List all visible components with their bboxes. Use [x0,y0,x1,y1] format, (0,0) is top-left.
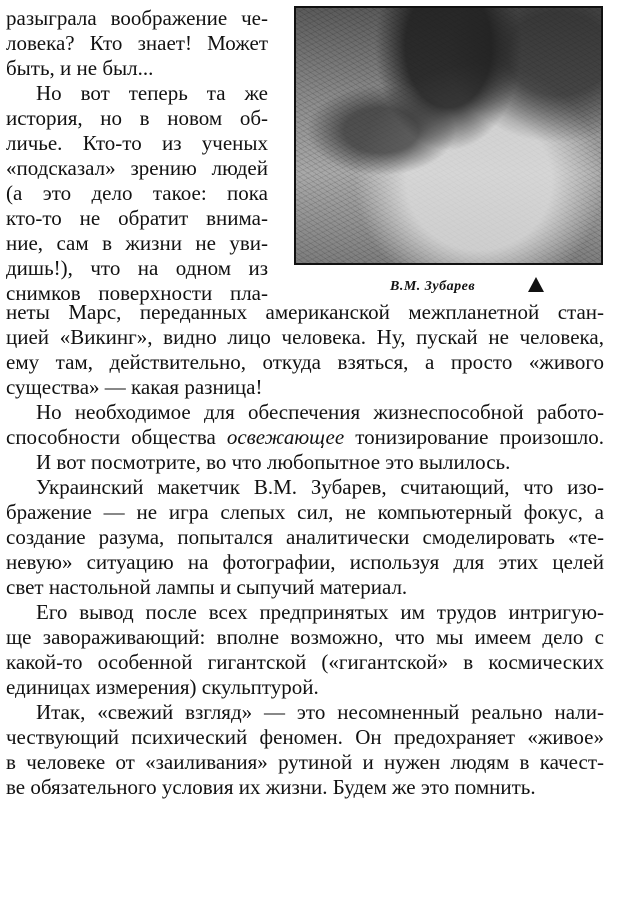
text-line: (а это дело такое: пока [6,181,268,205]
text-line: И вот посмотрите, во что любопытное это вылилось. [36,450,511,474]
text-line: Но необходимое для обеспечения жизнеспособной работо- [36,400,604,424]
text-line: свет настольной лампы и сыпучий материал. [6,575,408,599]
caption-row [294,273,607,301]
text-line: ему там, действительно, откуда взяться, а просто «живого [6,350,604,374]
text-line: Украинский макетчик В.М. Зубарев, считающий, что изо- [36,475,604,499]
emphasized-word: освежающее [226,425,345,449]
text-line: Итак, «свежий взгляд» — это несомненный реально нали- [36,700,604,724]
text-line: разыграла воображение че- [6,6,268,30]
text-line: создание разума, попытался аналитически смоделировать «те- [6,525,604,549]
photo-figure [294,6,607,296]
text-line: существа» — какая разница! [6,375,263,399]
text-line: какой-то особенной гигантской («гигантской» в космических [6,650,604,674]
text-fragment: способности общества [6,425,216,449]
photo-of-model-maker [294,6,603,265]
text-line: невую» ситуацию на фотографии, используя для этих целей [6,550,604,574]
text-line: в человеке от «заиливания» рутиной и нужен людям в качест- [6,750,604,774]
text-line: снимков поверхности пла- [6,281,268,305]
text-line: чествующий психический феномен. Он предохраняет «живое» [6,725,604,749]
text-line: Но вот теперь та же [36,81,268,105]
text-line: Его вывод после всех предпринятых им трудов интригую- [36,600,604,624]
text-line: ве обязательного условия их жизни. Будем же это помнить. [6,775,536,799]
text-line: история, но в новом об- [6,106,268,130]
photo-caption: В.М. Зубарев [390,279,476,294]
text-line: личье. Кто-то из ученых [6,131,268,155]
triangle-up-icon [528,277,544,292]
text-line: дишь!), что на одном из [6,256,268,280]
text-fragment: тонизирование произошло. [355,425,605,449]
text-line [6,425,604,450]
text-line: неты Марс, переданных американской межпланетной стан- [6,300,604,324]
text-line: бражение — не игра слепых сил, не компьютерный фокус, а [6,500,604,524]
text-line: «подсказал» зрению людей [6,156,268,180]
text-line: ще завораживающий: вполне возможно, что мы имеем дело с [6,625,604,649]
text-line: цией «Викинг», видно лицо человека. Ну, пускай не человека, [6,325,604,349]
text-line: быть, и не был... [6,56,154,80]
text-line: ловека? Кто знает! Может [6,31,268,55]
text-line: ние, сам в жизни не уви- [6,231,268,255]
text-line: кто-то не обратит внима- [6,206,268,230]
text-line: единицах измерения) скульптурой. [6,675,319,699]
